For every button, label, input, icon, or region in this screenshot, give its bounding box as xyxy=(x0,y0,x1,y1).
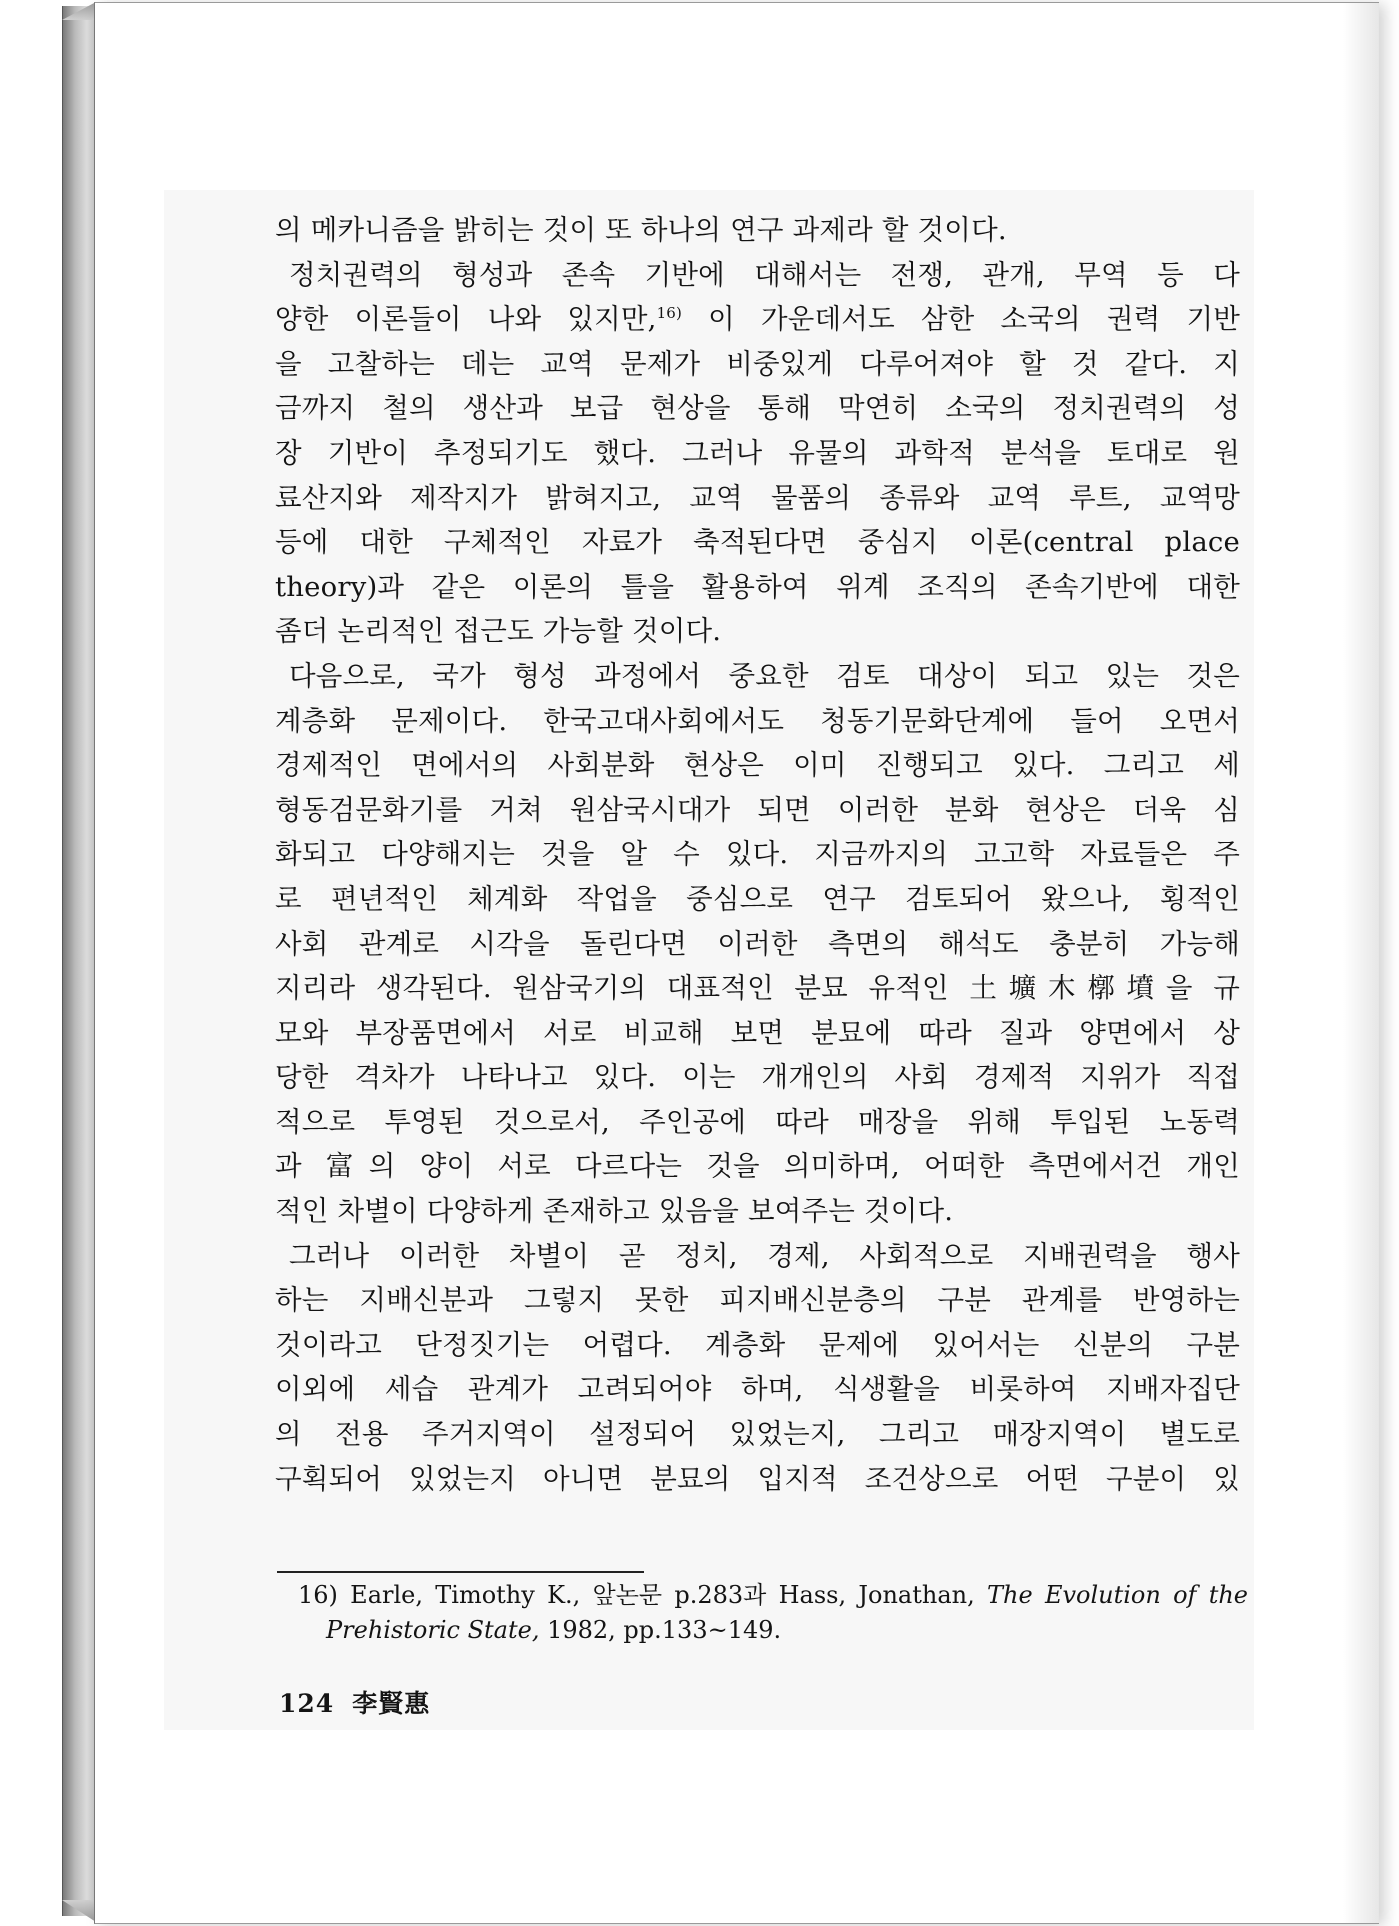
footnote-text: Earle, Timothy K., 앞논문 p.283과 Hass, Jonathan, xyxy=(337,1581,987,1609)
body-line: theory)과 같은 이론의 틀을 활용하여 위계 조직의 존속기반에 대한 xyxy=(275,570,1240,603)
body-line: 좀더 논리적인 접근도 가능할 것이다. xyxy=(275,615,722,648)
body-line: 의 전용 주거지역이 설정되어 있었는지, 그리고 매장지역이 별도로 xyxy=(275,1418,1240,1451)
body-line: 적으로 투영된 것으로서, 주인공에 따라 매장을 위해 투입된 노동력 xyxy=(275,1105,1240,1138)
footnote-marker: 16) xyxy=(298,1581,338,1609)
body-line: 모와 부장품면에서 서로 비교해 보면 분묘에 따라 질과 양면에서 상 xyxy=(275,1016,1240,1049)
body-line: 다음으로, 국가 형성 과정에서 중요한 검토 대상이 되고 있는 것은 xyxy=(289,659,1240,692)
body-line: 과 富의 양이 서로 다르다는 것을 의미하며, 어떠한 측면에서건 개인 xyxy=(275,1150,1240,1183)
page-footer xyxy=(279,1684,430,1720)
footnote xyxy=(298,1578,1248,1648)
footnote-title: Prehistoric State, xyxy=(326,1616,540,1644)
body-line: 정치권력의 형성과 존속 기반에 대해서는 전쟁, 관개, 무역 등 다 xyxy=(289,258,1240,291)
book-spine xyxy=(62,6,97,1916)
body-line: 형동검문화기를 거쳐 원삼국시대가 되면 이러한 분화 현상은 더욱 심 xyxy=(275,793,1240,826)
footnote-divider xyxy=(277,1571,644,1573)
body-text xyxy=(275,208,1240,1501)
author-name: 李賢惠 xyxy=(352,1689,431,1718)
page-number: 124 xyxy=(279,1689,335,1718)
body-line: 등에 대한 구체적인 자료가 축적된다면 중심지 이론(central place xyxy=(275,526,1240,559)
body-line: 지리라 생각된다. 원삼국기의 대표적인 분묘 유적인 土壙木槨墳을 규 xyxy=(275,972,1240,1005)
body-line: 적인 차별이 다양하게 존재하고 있음을 보여주는 것이다. xyxy=(275,1195,954,1228)
body-line: 금까지 철의 생산과 보급 현상을 통해 막연히 소국의 정치권력의 성 xyxy=(275,392,1240,425)
footnote-line xyxy=(298,1578,1248,1613)
footnote-text: 1982, pp.133~149. xyxy=(539,1616,782,1644)
footnote-line xyxy=(298,1613,1248,1648)
page-edge-shadow xyxy=(1343,3,1379,1923)
body-line: 경제적인 면에서의 사회분화 현상은 이미 진행되고 있다. 그리고 세 xyxy=(275,749,1240,782)
body-line-with-footnote xyxy=(275,297,1240,342)
body-line: 계층화 문제이다. 한국고대사회에서도 청동기문화단계에 들어 오면서 xyxy=(275,704,1240,737)
body-line-start: 양한 이론들이 나와 있지만, xyxy=(275,303,657,336)
footnote-reference: 16) xyxy=(656,304,683,323)
body-line: 을 고찰하는 데는 교역 문제가 비중있게 다루어져야 할 것 같다. 지 xyxy=(275,347,1240,380)
body-line: 의 메카니즘을 밝히는 것이 또 하나의 연구 과제라 할 것이다. xyxy=(275,214,1007,246)
body-line: 로 편년적인 체계화 작업을 중심으로 연구 검토되어 왔으나, 횡적인 xyxy=(275,882,1240,915)
body-line: 사회 관계로 시각을 돌린다면 이러한 측면의 해석도 충분히 가능해 xyxy=(275,927,1240,960)
body-line: 그러나 이러한 차별이 곧 정치, 경제, 사회적으로 지배권력을 행사 xyxy=(289,1239,1240,1272)
body-line: 하는 지배신분과 그렇지 못한 피지배신분층의 구분 관계를 반영하는 xyxy=(275,1284,1240,1317)
body-line: 이외에 세습 관계가 고려되어야 하며, 식생활을 비롯하여 지배자집단 xyxy=(275,1373,1240,1406)
body-line: 것이라고 단정짓기는 어렵다. 계층화 문제에 있어서는 신분의 구분 xyxy=(275,1328,1240,1361)
body-line: 당한 격차가 나타나고 있다. 이는 개개인의 사회 경제적 지위가 직접 xyxy=(275,1061,1240,1094)
body-line: 료산지와 제작지가 밝혀지고, 교역 물품의 종류와 교역 루트, 교역망 xyxy=(275,481,1240,514)
footnote-title: The Evolution of the xyxy=(987,1581,1249,1609)
body-line: 화되고 다양해지는 것을 알 수 있다. 지금까지의 고고학 자료들은 주 xyxy=(275,838,1240,871)
body-line-end: 이 가운데서도 삼한 소국의 권력 기반 xyxy=(682,303,1240,336)
body-line: 장 기반이 추정되기도 했다. 그러나 유물의 과학적 분석을 토대로 원 xyxy=(275,436,1240,469)
body-line: 구획되어 있었는지 아니면 분묘의 입지적 조건상으로 어떤 구분이 있 xyxy=(275,1462,1240,1495)
